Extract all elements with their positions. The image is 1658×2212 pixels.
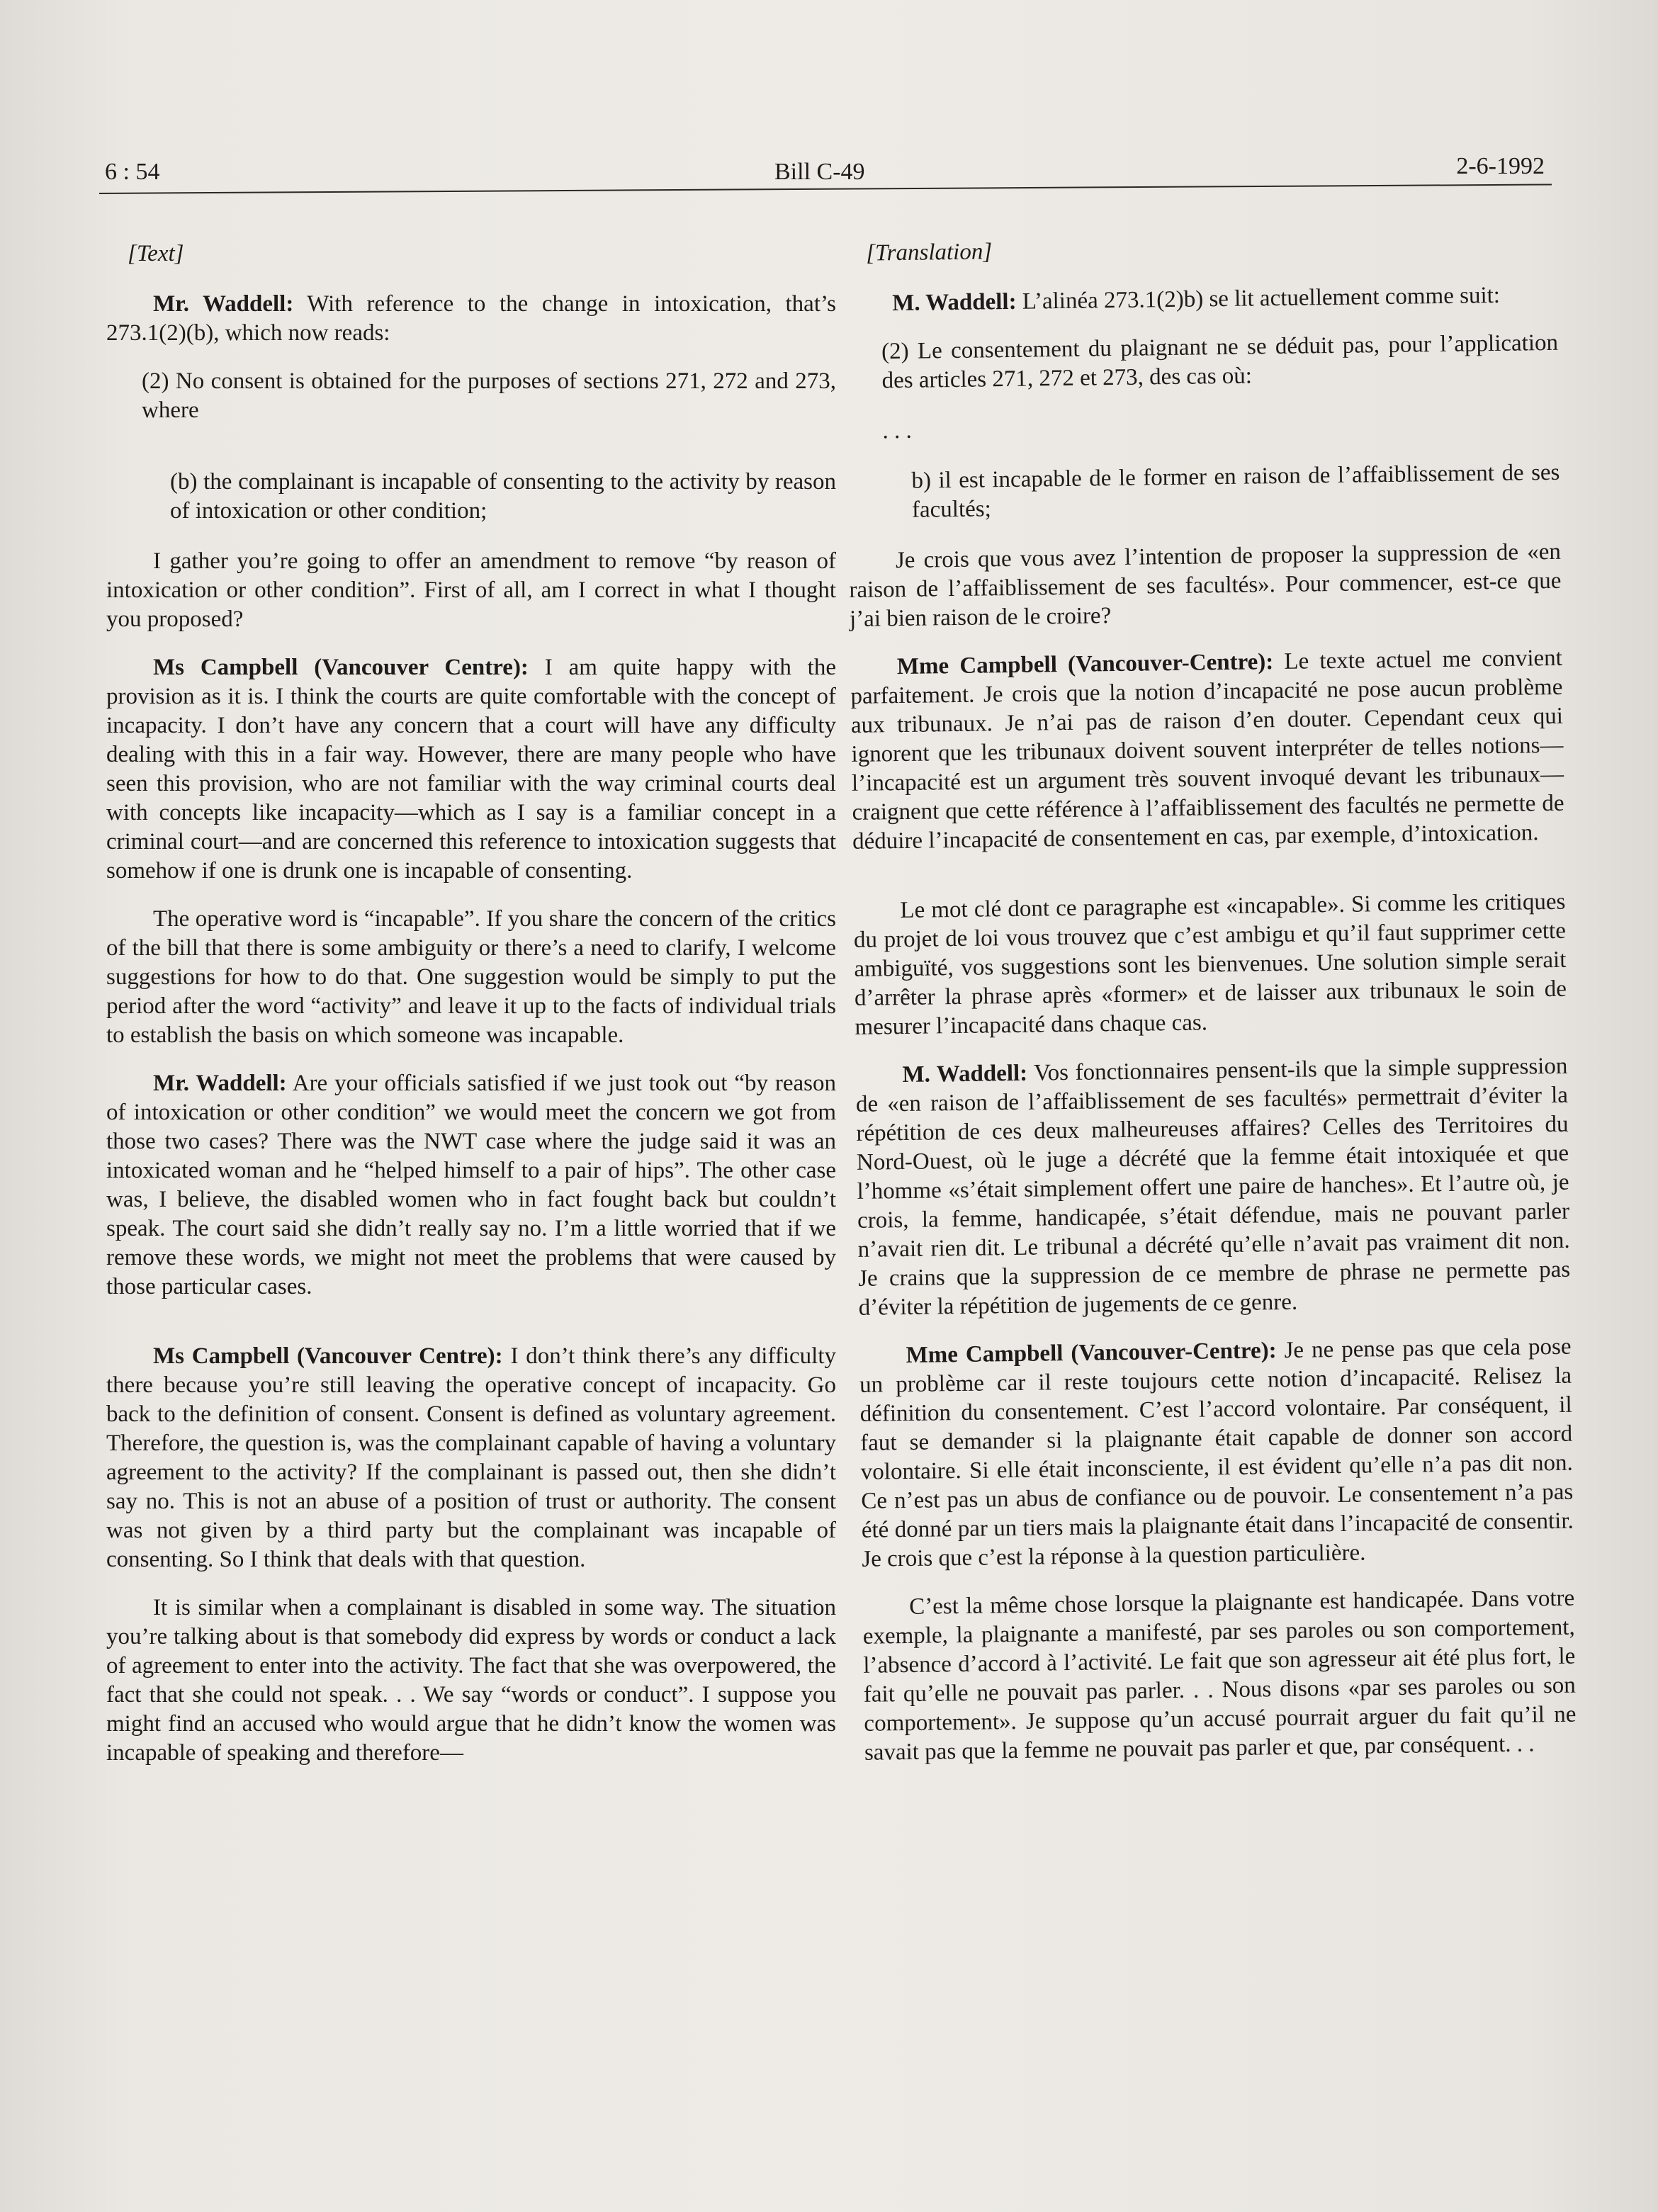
paragraph-text: L’alinéa 273.1(2)b) se lit actuellement comme suit: <box>1016 282 1501 315</box>
paragraph-campbell-4: It is similar when a complainant is disabled in some way. The situation you’re talking about is that somebody did express by words or conduct a lack of agreement to enter into the activity. The fact that she was overpowered, the fact that she could not speak. . . We say “words or conduct”. I suppose you might find an accused who would argue that he didn’t know the women was incapable of speaking and therefore— <box>106 1595 836 1766</box>
header-date: 2-6-1992 <box>1456 153 1545 179</box>
bill-title: Bill C-49 <box>774 159 865 185</box>
speaker-name: M. Waddell: <box>891 288 1017 317</box>
speaker-name: Mme Campbell (Vancouver-Centre): <box>896 649 1274 680</box>
statute-quote-subsection-fr: (2) Le consentement du plaignant ne se déduit pas, pour l’application des articles 271, 272 et 273, des cas où: <box>881 329 1559 394</box>
paragraph-waddell-1-fr <box>845 281 1557 319</box>
paragraph-text: Are your officials satisfied if we just took out “by reason of intoxication or other condition” we would meet the concern we got from those two cases? There was the NWT case where the judge said it was an intoxicated woman and he “helped himself to a pair of hips”. The other case was, I believe, the disabled women who in fact fought back but couldn’t speak. The court said she didn’t really say no. I’m a little worried that if we remove these words, we might not meet the problems that were caused by those particular cases. <box>106 1071 836 1299</box>
paragraph-campbell-2-fr: Le mot clé dont ce paragraphe est «incapable». Si comme les critiques du projet de loi vous trouvez que c’est ambigu et qu’il faut supprimer cette ambiguïté, vos suggestions sont les bienvenues. Une solution simple serait d’arrêter la phrase après «former» et de laisser aux tribunaux le soin de mesurer l’incapacité dans chaque cas. <box>853 888 1567 1040</box>
speaker-name: Mr. Waddell: <box>153 1071 287 1096</box>
paragraph-waddell-2-fr: Je crois que vous avez l’intention de proposer la suppression de «en raison de l’affaiblissement de ses facultés». Pour commencer, est-ce que j’ai bien raison de le croire? <box>849 538 1562 632</box>
paragraph-text: I don’t think there’s any difficulty there because you’re still leaving the operative concept of incapacity. Go back to the definition of consent. Consent is defined as voluntary agreement. Therefore, the question is, was the complainant capable of having a voluntary agreement to the activity? If the complainant is passed out, then she didn’t say no. This is not an abuse of a position of trust or authority. The consent was not given by a third party but the complainant was incapable of consenting. So I think that deals with that question. <box>106 1343 837 1572</box>
column-label-translation: [Translation] <box>866 239 993 266</box>
speaker-name: Mme Campbell (Vancouver-Centre): <box>906 1338 1277 1368</box>
french-column <box>845 230 1577 1787</box>
paragraph-waddell-1 <box>106 290 836 348</box>
paragraph-campbell-1 <box>106 653 836 886</box>
page-header <box>105 153 1550 207</box>
paragraph-campbell-3 <box>106 1342 836 1574</box>
speaker-name: M. Waddell: <box>902 1060 1028 1088</box>
speaker-name: Ms Campbell (Vancouver Centre): <box>153 655 529 680</box>
paragraph-waddell-2: I gather you’re going to offer an amendment to remove “by reason of intoxication or other condition”. First of all, am I correct in what I thought you proposed? <box>106 548 836 632</box>
statute-quote-paragraph-b-fr: b) il est incapable de le former en raison de l’affaiblissement de ses facultés; <box>911 459 1560 523</box>
paragraph-text: I am quite happy with the provision as it is. I think the courts are quite comfortable with the concept of incapacity. I don’t have any concern that a court will have any difficulty dealing with this in a fair way. However, there are many people who have seen this provision, who are not familiar with the way criminal courts deal with concepts like incapacity—which as I say is a familiar concept in a criminal court—and are concerned this reference to intoxication suggests that somehow if one is drunk one is incapable of consenting. <box>106 655 836 884</box>
quote-ellipsis: . . . <box>882 417 913 444</box>
english-column <box>106 239 836 1787</box>
speaker-name: Ms Campbell (Vancouver Centre): <box>153 1343 503 1369</box>
column-label-text: [Text] <box>128 241 184 266</box>
statute-quote-paragraph-b: (b) the complainant is incapable of consenting to the activity by reason of intoxication or other condition; <box>170 469 836 524</box>
paragraph-waddell-3-fr <box>855 1052 1571 1323</box>
paragraph-waddell-3 <box>106 1069 836 1302</box>
statute-quote-subsection: (2) No consent is obtained for the purposes of sections 271, 272 and 273, where <box>142 368 836 423</box>
speaker-name: Mr. Waddell: <box>153 291 294 317</box>
paragraph-campbell-3-fr <box>859 1333 1574 1574</box>
paragraph-campbell-2: The operative word is “incapable”. If you share the concern of the critics of the bill that there is some ambiguity or there’s a need to clarify, I welcome suggestions for how to do that. One suggestion would be simply to put the period after the word “activity” and leave it up to the facts of individual trials to establish the basis on which someone was incapable. <box>106 906 836 1048</box>
paragraph-text: Vos fonctionnaires pensent-ils que la simple suppression de «en raison de l’affaiblissement de ses facultés» permettrait d’éviter la répétition de ces deux malheureuses affaires? Celles des Territoires du Nord-Ouest, où le juge a décrété que la femme était intoxiquée et que l’homme «s’était simplement offert une paire de hanches». Et l’autre où, je crois, la femme, handicapée, s’était défendue, mais ne pouvant parler n’avait rien dit. Le tribunal a décrété qu’elle n’avait pas vraiment dit non. Je crains que la suppression de ce membre de phrase ne permette pas d’éviter la répétition de jugements de ce genre. <box>855 1053 1571 1321</box>
paragraph-campbell-4-fr: C’est la même chose lorsque la plaignante est handicapée. Dans votre exemple, la plaignante a manifesté, par ses paroles ou son comportement, l’absence d’accord à l’activité. Le fait que son agresseur ait été plus fort, le fait qu’elle ne pouvait pas parler. . . Nous disons «par ses paroles ou son comportement». Je suppose qu’un accusé pourrait arguer du fait qu’il ne savait pas que la femme ne pouvait pas parler et que, par conséquent. . . <box>862 1585 1577 1766</box>
paragraph-text: Je ne pense pas que cela pose un problème car il reste toujours cette notion d’incapacité. Relisez la définition du consentement. C’est l’accord volontaire. Par conséquent, il faut se demander si la plaignante était capable de donner son accord volontaire. Si elle était inconsciente, il est évident qu’elle n’a pas dit non. Ce n’est pas un abus de confiance ou de pouvoir. Le consentement n’a pas été donné par un tiers mais la plaignante était dans l’incapacité de consentir. Je crois que c’est la réponse à la question particulière. <box>859 1333 1574 1572</box>
paragraph-text: Le texte actuel me convient parfaitement. Je crois que la notion d’incapacité ne pose aucun problème aux tribunaux. Je n’ai pas de raison d’en douter. Cependant ceux qui ignorent que les tribunaux doivent souvent interpréter de telles notions—l’incapacité est un argument très souvent invoqué devant les tribunaux—craignent que cette référence à l’affaiblissement des facultés ne permette de déduire l’incapacité de consentement en cas, par exemple, d’intoxication. <box>850 645 1564 854</box>
paragraph-text: With reference to the change in intoxication, that’s 273.1(2)(b), which now reads: <box>106 291 837 346</box>
page-reference: 6 : 54 <box>105 159 160 185</box>
paragraph-campbell-1-fr <box>850 644 1565 857</box>
